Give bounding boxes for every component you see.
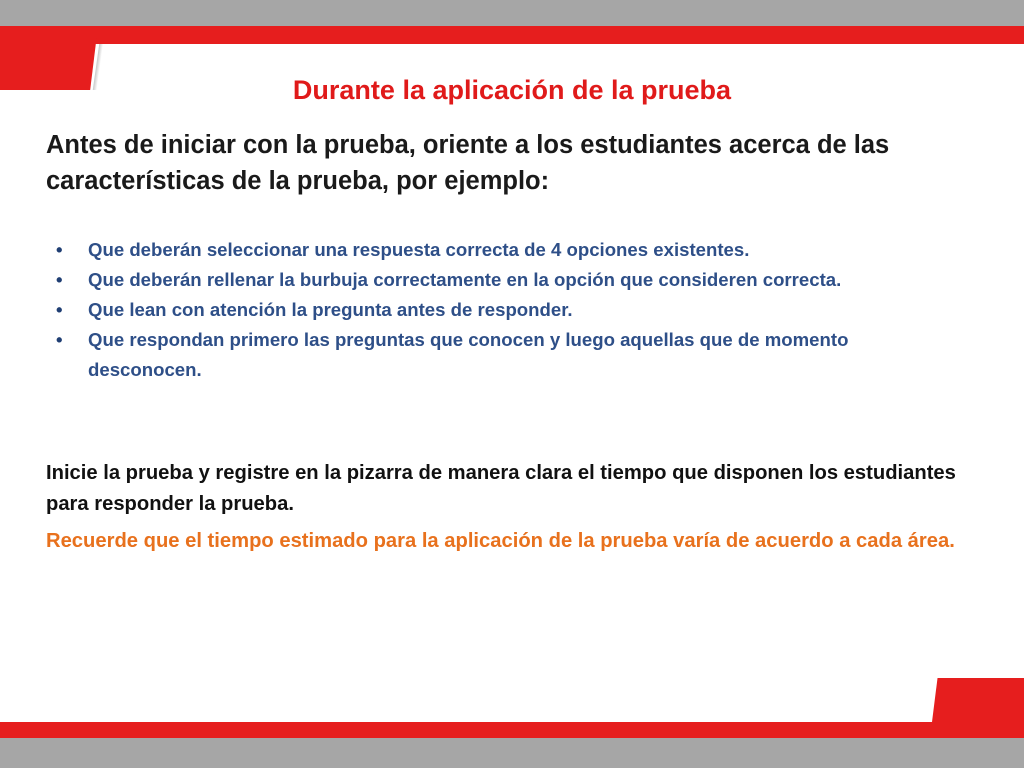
- bottom-gray-band: [0, 738, 1024, 768]
- reminder-text: Recuerde que el tiempo estimado para la aplicación de la prueba varía de acuerdo a cada área.: [46, 530, 955, 552]
- bullet-item: [46, 235, 946, 265]
- bullet-item: [46, 295, 946, 325]
- top-gray-band: [0, 0, 1024, 26]
- bullet-icon: •: [56, 239, 63, 260]
- bullet-item: [46, 265, 946, 295]
- bullet-item: [46, 325, 946, 385]
- instruction-text: Inicie la prueba y registre en la pizarra de manera clara el tiempo que disponen los estudiantes para responder la prueba.: [46, 462, 956, 515]
- bullet-list: [46, 235, 946, 385]
- bullet-text: Que respondan primero las preguntas que conocen y luego aquellas que de momento desconocen.: [88, 329, 849, 380]
- top-red-band: [0, 26, 1024, 44]
- bullet-text: Que deberán seleccionar una respuesta correcta de 4 opciones existentes.: [88, 239, 750, 260]
- bullet-icon: •: [56, 269, 63, 290]
- slide-title: Durante la aplicación de la prueba: [292, 75, 732, 105]
- intro-text: Antes de iniciar con la prueba, oriente a los estudiantes acerca de las características de la prueba, por ejemplo:: [46, 131, 890, 195]
- bullet-icon: •: [56, 329, 63, 350]
- bullet-icon: •: [56, 299, 63, 320]
- bottom-red-band: [0, 722, 1024, 738]
- bullet-text: Que deberán rellenar la burbuja correctamente en la opción que consideren correcta.: [88, 269, 842, 290]
- bullet-text: Que lean con atención la pregunta antes de responder.: [88, 299, 573, 320]
